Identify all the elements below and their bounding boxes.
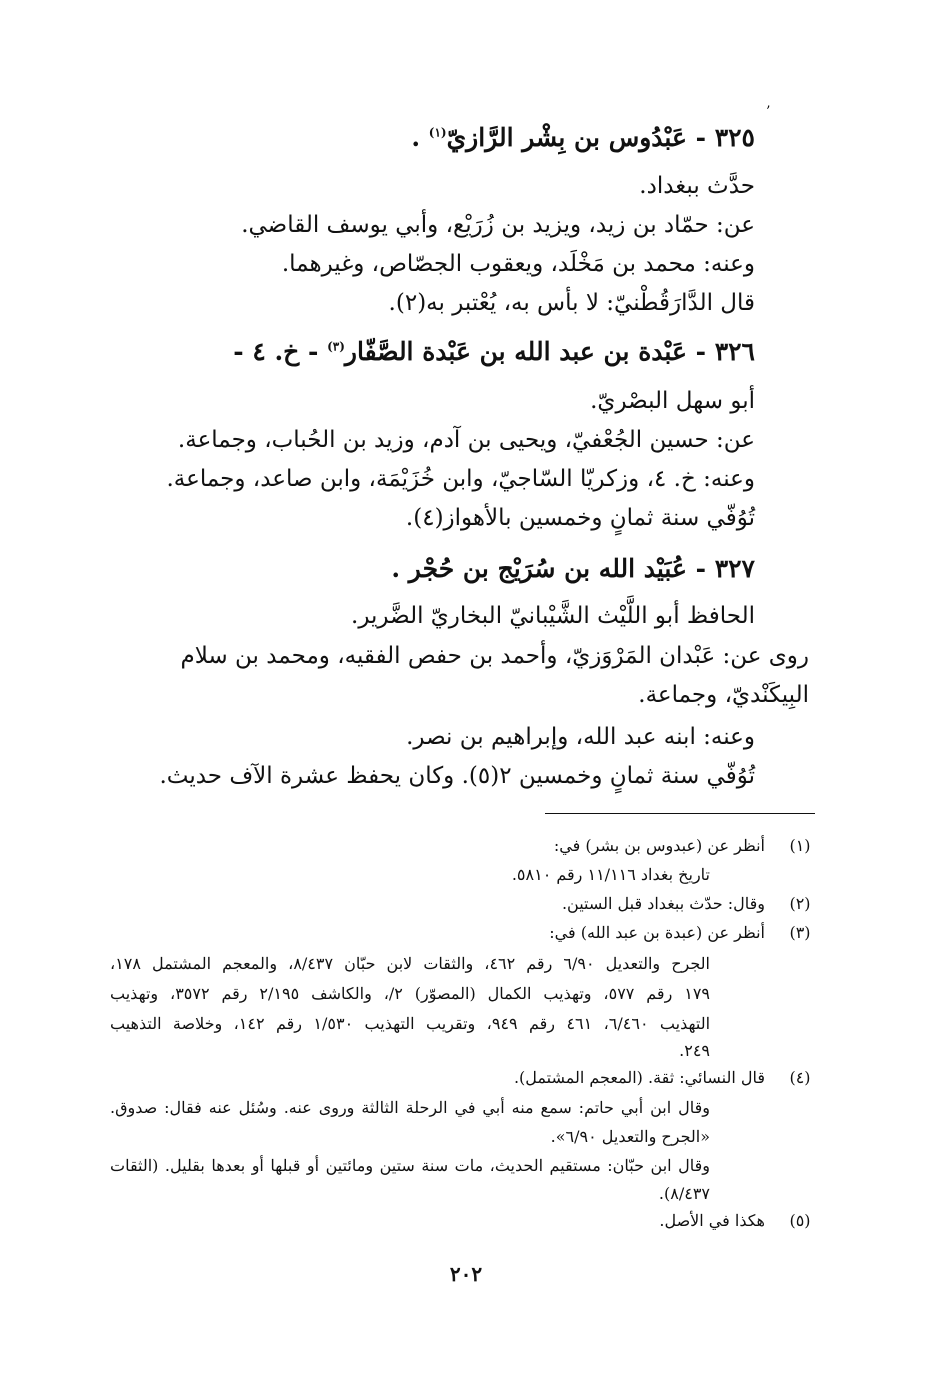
footnote-number: (٣) — [789, 923, 811, 942]
footnote-line: هكذا في الأصل. — [659, 1211, 765, 1230]
footnote-line: التهذيب ٦/٤٦٠، ٤٦١ رقم ٩٤٩، وتقريب التهذيب ١/٥٣٠ رقم ١٤٢، وخلاصة التذهيب — [110, 1014, 711, 1033]
footnotes — [100, 0, 820, 1250]
entry-name: عُبَيْد الله بن سُرَيْج بن حُجْر — [408, 554, 687, 583]
entry-line: وعنه: خ. ٤، وزكريّا السّاجيّ، وابن خُزَيْمَة، وابن صاعد، وجماعة. — [166, 466, 755, 492]
entry-line: عن: حسين الجُعْفيّ، ويحيى بن آدم، وزيد بن الحُباب، وجماعة. — [177, 427, 755, 453]
entry-line: حدَّث ببغداد. — [639, 173, 755, 199]
entry-line: تُوُفّي سنة ثمانٍ وخمسين بالأهواز(٤). — [405, 505, 755, 531]
footnote-line: أنظر عن (عبدة بن عبد الله) في: — [549, 923, 765, 942]
footnote-line: «الجرح والتعديل ٦/٩٠». — [550, 1127, 710, 1146]
footnote-number: (٥) — [789, 1211, 811, 1230]
footnote-line: ٨/٤٣٧). — [658, 1184, 710, 1203]
entry-name: عَبْدُوس بن بِشْر الرَّازيّ — [446, 123, 687, 152]
entry-name: عَبْدة بن عبد الله بن عَبْدة الصَّفّار — [344, 337, 687, 366]
footnote-line: تاريخ بغداد ١١/١١٦ رقم ٥٨١٠. — [511, 865, 710, 884]
entry-heading: ٣٢٥ - عَبْدُوس بن بِشْر الرَّازيّ$^{(١)}$ . — [411, 123, 755, 152]
entry-line: روى عن: عَبْدان المَرْوَزيّ، وأحمد بن حفص الفقيه، ومحمد بن سلام — [180, 643, 809, 669]
entry-heading: ٣٢٦ - عَبْدة بن عبد الله بن عَبْدة الصَّفّار$^{(٣)}$ - خ. ٤ - — [233, 337, 755, 366]
scan-mark: ’ — [766, 104, 771, 120]
footnote-line: ١٧٩ رقم ٥٧٧، وتهذيب الكمال (المصوّر) ٢/، والكاشف ٢/١٩٥ رقم ٣٥٧٢، وتهذيب — [110, 984, 710, 1003]
entry-number: ٣٢٧ — [714, 554, 755, 583]
entry-tail: . — [391, 554, 401, 583]
footnote-number: (١) — [789, 836, 811, 855]
entry-line: أبو سهل البصْريّ. — [590, 388, 755, 414]
entry-line: قال الدَّارَقُطْنيّ: لا بأس به، يُعْتبر به(٢). — [388, 290, 755, 316]
footnote-ref[interactable]: (١) — [428, 125, 447, 140]
footnote-line: وقال ابن حبّان: مستقيم الحديث، مات سنة ستين ومائتين أو قبلها أو بعدها بقليل. (الثقات — [110, 1156, 710, 1175]
footnote-line: الجرح والتعديل ٦/٩٠ رقم ٤٦٢، والثقات لابن حبّان ٨/٤٣٧، والمعجم المشتمل ١٧٨، — [110, 954, 710, 973]
entry-tail: . — [411, 123, 421, 152]
entry-line: عن: حمّاد بن زيد، ويزيد بن زُرَيْع، وأبي يوسف القاضي. — [241, 212, 755, 238]
entry-number: ٣٢٦ — [714, 337, 755, 366]
footnote-line: وقال ابن أبي حاتم: سمع منه أبي في الرحلة الثالثة وروى عنه. وسُئل عنه فقال: صدوق. — [110, 1098, 711, 1117]
page-number: ٢٠٢ — [449, 1262, 483, 1286]
footnote-ref[interactable]: (٣) — [327, 339, 345, 354]
entry-tail: - خ. ٤ - — [233, 337, 319, 366]
entry-line: البِيكَنْديّ، وجماعة. — [638, 682, 809, 708]
footnote-line: قال النسائي: ثقة. (المعجم المشتمل). — [513, 1068, 765, 1087]
entry-line: وعنه: محمد بن مَخْلَد، ويعقوب الجصّاص، وغيرهما. — [281, 251, 755, 277]
entry-heading: ٣٢٧ - عُبَيْد الله بن سُرَيْج بن حُجْر . — [391, 554, 755, 583]
footnote-number: (٢) — [789, 894, 811, 913]
entry-line: وعنه: ابنه عبد الله، وإبراهيم بن نصر. — [406, 724, 755, 750]
entry-line: تُوُفّي سنة ثمانٍ وخمسين ٢(٥). وكان يحفظ عشرة الآف حديث. — [159, 763, 755, 789]
footnote-line: وقال: حدّث ببغداد قبل الستين. — [561, 894, 765, 913]
footnote-number: (٤) — [789, 1068, 811, 1087]
entry-line: الحافظ أبو اللَّيْث الشَّيْبانيّ البخاريّ الضَّرير. — [351, 603, 755, 629]
footnote-line: أنظر عن (عبدوس بن بشر) في: — [553, 836, 765, 855]
entry-number: ٣٢٥ — [714, 123, 755, 152]
footnote-line: ٢٤٩. — [679, 1041, 710, 1060]
